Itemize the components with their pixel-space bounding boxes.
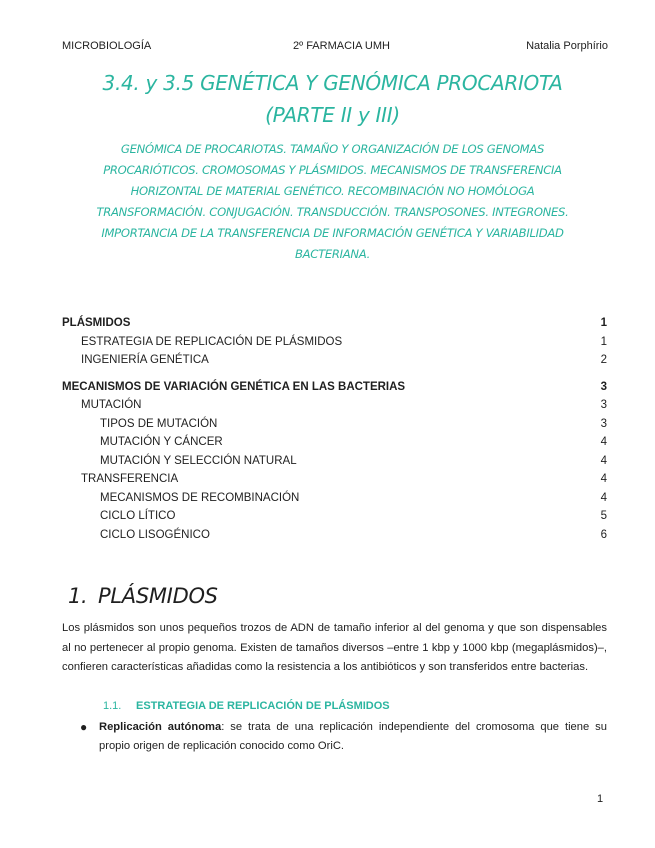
toc-entry-page: 1 bbox=[600, 317, 607, 329]
toc-entry-page: 3 bbox=[600, 417, 607, 430]
subsection-heading bbox=[103, 700, 390, 712]
subsection-title: ESTRATEGIA DE REPLICACIÓN DE PLÁSMIDOS bbox=[136, 700, 390, 712]
toc-entry[interactable] bbox=[62, 452, 607, 471]
toc-entry[interactable] bbox=[62, 526, 607, 545]
toc-entry[interactable] bbox=[62, 378, 607, 397]
toc-entry-page: 4 bbox=[600, 473, 607, 485]
toc-entry-label: CICLO LÍTICO bbox=[100, 510, 176, 522]
title-line-1: 3.4. y 3.5 GENÉTICA Y GENÓMICA PROCARIOTA bbox=[102, 71, 563, 95]
bullet-description: : se trata de una replicación independiente del cromosoma que tiene su propio origen de replicación conocido como OriC. bbox=[99, 721, 607, 752]
toc-entry-label: ESTRATEGIA DE REPLICACIÓN DE PLÁSMIDOS bbox=[81, 335, 343, 348]
running-header bbox=[62, 40, 608, 54]
subtitle-line: HORIZONTAL DE MATERIAL GENÉTICO. RECOMBINACIÓN NO HOMÓLOGA bbox=[130, 184, 535, 198]
toc-entry-page: 4 bbox=[600, 454, 607, 467]
toc-entry-page: 3 bbox=[600, 380, 607, 393]
toc-entry-page: 1 bbox=[600, 335, 607, 348]
toc-entry-label: TRANSFERENCIA bbox=[81, 473, 179, 485]
toc-entry-label: CICLO LISOGÉNICO bbox=[100, 528, 210, 541]
header-author: Natalia Porphírio bbox=[526, 40, 608, 52]
subtitle-line: IMPORTANCIA DE LA TRANSFERENCIA DE INFORMACIÓN GENÉTICA Y VARIABILIDAD bbox=[101, 226, 564, 240]
section-heading bbox=[68, 584, 218, 608]
title-line-2: (PARTE II y III) bbox=[265, 103, 400, 127]
toc-entry-page: 6 bbox=[600, 528, 607, 541]
subtitle-line: GENÓMICA DE PROCARIOTAS. TAMAÑO Y ORGANIZACIÓN DE LOS GENOMAS bbox=[120, 142, 545, 156]
page-number: 1 bbox=[597, 793, 604, 805]
toc-entry-label: MUTACIÓN Y SELECCIÓN NATURAL bbox=[100, 454, 297, 467]
toc-entry-label: MUTACIÓN bbox=[81, 399, 142, 411]
bullet-term: Replicación autónoma bbox=[99, 721, 222, 733]
section-title: PLÁSMIDOS bbox=[98, 584, 218, 608]
subsection-number: 1.1. bbox=[103, 700, 122, 712]
toc-entry[interactable] bbox=[62, 507, 607, 526]
subtitle-line: PROCARIÓTICOS. CROMOSOMAS Y PLÁSMIDOS. MECANISMOS DE TRANSFERENCIA bbox=[103, 163, 562, 177]
document-title bbox=[60, 67, 605, 131]
table-of-contents bbox=[62, 314, 607, 544]
toc-entry[interactable] bbox=[62, 351, 607, 370]
toc-entry-label: MECANISMOS DE RECOMBINACIÓN bbox=[100, 491, 300, 504]
toc-entry[interactable] bbox=[62, 396, 607, 415]
toc-entry[interactable] bbox=[62, 433, 607, 452]
toc-entry[interactable] bbox=[62, 333, 607, 352]
toc-entry-page: 4 bbox=[600, 491, 607, 504]
header-course: MICROBIOLOGÍA bbox=[62, 40, 152, 52]
bullet-item bbox=[80, 718, 607, 756]
subtitle-line: BACTERIANA. bbox=[295, 247, 370, 261]
toc-entry[interactable] bbox=[62, 489, 607, 508]
bullet-text bbox=[99, 718, 607, 756]
subtitle-line: TRANSFORMACIÓN. CONJUGACIÓN. TRANSDUCCIÓN. TRANSPOSONES. INTEGRONES. bbox=[96, 205, 569, 219]
section-number: 1. bbox=[68, 584, 88, 608]
toc-entry-page: 5 bbox=[600, 510, 607, 522]
header-program: 2º FARMACIA UMH bbox=[293, 40, 390, 52]
bullet-dot-icon: ● bbox=[80, 720, 88, 734]
toc-entry[interactable] bbox=[62, 314, 607, 333]
toc-entry[interactable] bbox=[62, 470, 607, 489]
toc-entry[interactable] bbox=[62, 415, 607, 434]
toc-entry-label: INGENIERÍA GENÉTICA bbox=[81, 354, 209, 366]
section-paragraph: Los plásmidos son unos pequeños trozos de ADN de tamaño inferior al del genoma y que son dispensables al no pertenecer al propio genoma. Existen de tamaños diversos –entre 1 kbp y 1000 kbp (megaplásmidos)–, confieren características añadidas como la resistencia a los antibióticos y son transferidos entre bacterias. bbox=[62, 622, 607, 673]
toc-entry-page: 2 bbox=[600, 354, 607, 366]
toc-entry-page: 3 bbox=[600, 399, 607, 411]
toc-entry-label: MECANISMOS DE VARIACIÓN GENÉTICA EN LAS BACTERIAS bbox=[62, 380, 406, 393]
toc-entry-page: 4 bbox=[600, 436, 607, 448]
toc-entry-label: TIPOS DE MUTACIÓN bbox=[100, 417, 218, 430]
toc-entry-label: PLÁSMIDOS bbox=[62, 317, 131, 329]
toc-entry-label: MUTACIÓN Y CÁNCER bbox=[100, 436, 223, 448]
document-subtitle bbox=[60, 139, 605, 265]
